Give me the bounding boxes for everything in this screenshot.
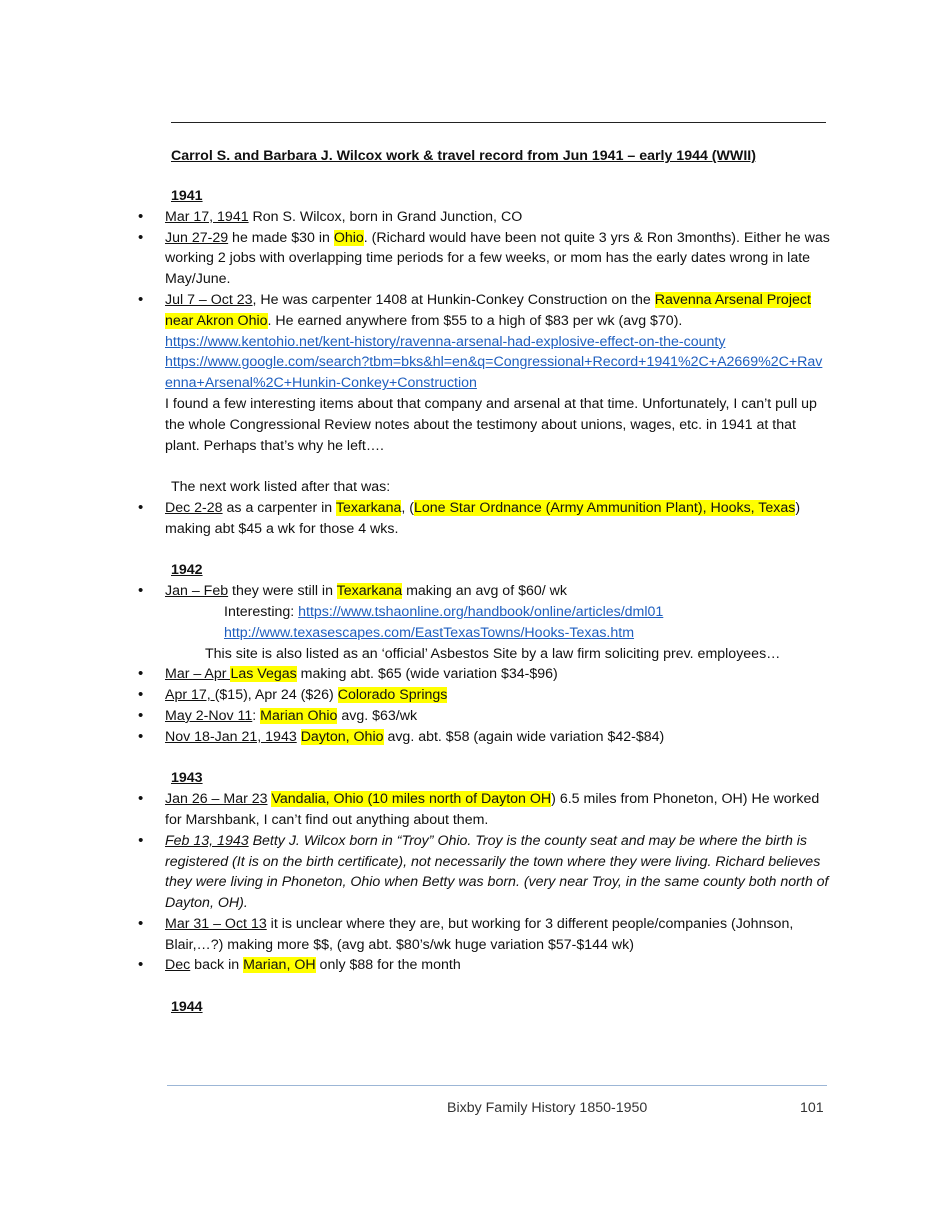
entry-date: Mar 31 – Oct 13 [165,915,267,932]
document-title: Carrol S. and Barbara J. Wilcox work & travel record from Jun 1941 – early 1944 (WWII) [171,148,756,164]
entry-text: : [252,707,261,724]
entry-text: Betty J. Wilcox born in “Troy” Ohio. Troy is the county seat and may be where the birth is registered (It is on the birth certificate), not necessarily the town where they were living. Richard believes they were living in Phoneton, Ohio when Betty was born. (very near Troy, in the same county both north of Dayton, OH). [165,832,829,912]
asbestos-note: This site is also listed as an ‘official’ Asbestos Site by a law firm soliciting prev. employees… [205,645,781,662]
entry-text: Ron S. Wilcox, born in Grand Junction, CO [248,208,523,225]
interesting-links [224,602,830,623]
entry-text: , He was carpenter 1408 at Hunkin-Conkey Construction on the [252,291,655,308]
entry-text: avg. $63/wk [337,707,418,724]
list-item [165,207,830,228]
highlighted-place: Lone Star Ordnance (Army Ammunition Plant), Hooks, Texas [413,499,796,516]
google-books-link[interactable]: https://www.google.com/search?tbm=bks&hl=en&q=Congressional+Record+1941%2C+A2669%2C+Ravenna+Arsenal%2C+Hunkin-Conkey+Construction [165,354,823,392]
tshaonline-link[interactable]: https://www.tshaonline.org/handbook/online/articles/dml01 [298,603,664,620]
year-heading-1942: 1942 [171,562,203,579]
entry-date: Dec [165,957,191,974]
footer-divider [167,1085,827,1086]
highlighted-place: Las Vegas [230,666,297,683]
highlighted-place: Marian, OH [243,957,316,974]
entry-text: only $88 for the month [315,957,461,974]
entry-date: Apr 17, [165,687,215,704]
list-1942 [165,581,830,747]
entry-date: Feb 13, 1943 [165,832,249,849]
list-1941-cont [165,498,830,540]
year-heading-1943: 1943 [171,770,203,787]
entry-date: Jun 27-29 [165,229,229,246]
entry-date: Nov 18-Jan 21, 1943 [165,728,297,745]
highlighted-place: Colorado Springs [337,687,448,704]
entry-text: making abt. $65 (wide variation $34-$96) [296,666,558,683]
entry-text: avg. abt. $58 (again wide variation $42-$84) [383,728,665,745]
list-item [165,706,830,727]
list-item [165,727,830,748]
highlighted-place: Ohio [333,229,364,246]
highlighted-place: Dayton, Ohio [300,728,384,745]
highlighted-place: Vandalia, Ohio (10 miles north of Dayton OH [271,791,552,808]
entry-text: , ( [401,499,414,516]
year-heading-1941: 1941 [171,188,203,204]
highlighted-place: Ravenna Arsenal Project near Akron Ohio [165,291,811,329]
entry-date: Jul 7 – Oct 23 [165,291,253,308]
list-item [165,831,830,914]
page-number: 101 [800,1100,824,1116]
entry-text: ($15), Apr 24 ($26) [214,687,338,704]
list-1943 [165,789,830,976]
highlighted-place: Texarkana [336,583,403,600]
list-item [165,955,830,976]
list-item [165,789,830,831]
next-work-note: The next work listed after that was: [171,479,391,496]
header-divider [171,122,826,123]
entry-date: Jan – Feb [165,583,229,600]
entry-text: ) 6.5 miles from Phoneton, OH) He worked for Marshbank, I can’t find out anything about them. [165,791,820,828]
kentohio-link[interactable]: https://www.kentohio.net/kent-history/ravenna-arsenal-had-explosive-effect-on-the-county [165,333,726,350]
entry-text: . (Richard would have been not quite 3 yrs & Ron 3months). Either he was working 2 jobs with overlapping time periods for a few weeks, or mom has the early dates wrong in late May/June. [165,229,830,288]
entry-text: it is unclear where they are, but working for 3 different people/companies (Johnson, Blair,…?) making more $$, (avg abt. $80’s/wk huge variation $57-$144 wk) [165,915,794,953]
entry-note: I found a few interesting items about that company and arsenal at that time. Unfortunately, I can’t pull up the whole Congressional Review notes about the testimony about unions, wages, etc. in 1941 at that plant. Perhaps that’s why he left…. [165,395,817,454]
list-item [165,664,830,685]
interesting-label: Interesting: [224,603,299,620]
year-heading-1944: 1944 [171,999,203,1016]
list-item [165,290,830,456]
interesting-links-2 [224,623,830,644]
document-body [165,186,830,1018]
entry-text: he made $30 in [228,229,334,246]
entry-date: Mar 17, 1941 [165,208,249,225]
entry-date: May 2-Nov 11 [165,707,253,724]
entry-text: making an avg of $60/ wk [402,583,567,600]
entry-text: they were still in [228,583,337,600]
entry-text: . He earned anywhere from $55 to a high of $83 per wk (avg $70). [267,312,683,329]
texasescapes-link[interactable]: http://www.texasescapes.com/EastTexasTowns/Hooks-Texas.htm [224,624,635,641]
list-item [165,685,830,706]
highlighted-place: Texarkana [335,499,402,516]
entry-date: Jan 26 – Mar 23 [165,791,268,808]
entry-text: as a carpenter in [222,499,336,516]
list-1941 [165,207,830,457]
entry-date: Mar – Apr [165,666,231,683]
footer-title: Bixby Family History 1850-1950 [447,1100,648,1116]
entry-text: back in [190,957,244,974]
entry-date: Dec 2-28 [165,499,223,516]
highlighted-place: Marian Ohio [260,707,338,724]
list-item [165,914,830,956]
list-item [165,228,830,290]
entry-text: ) making abt $45 a wk for those 4 wks. [165,499,801,537]
list-item [165,581,830,664]
list-item [165,498,830,540]
